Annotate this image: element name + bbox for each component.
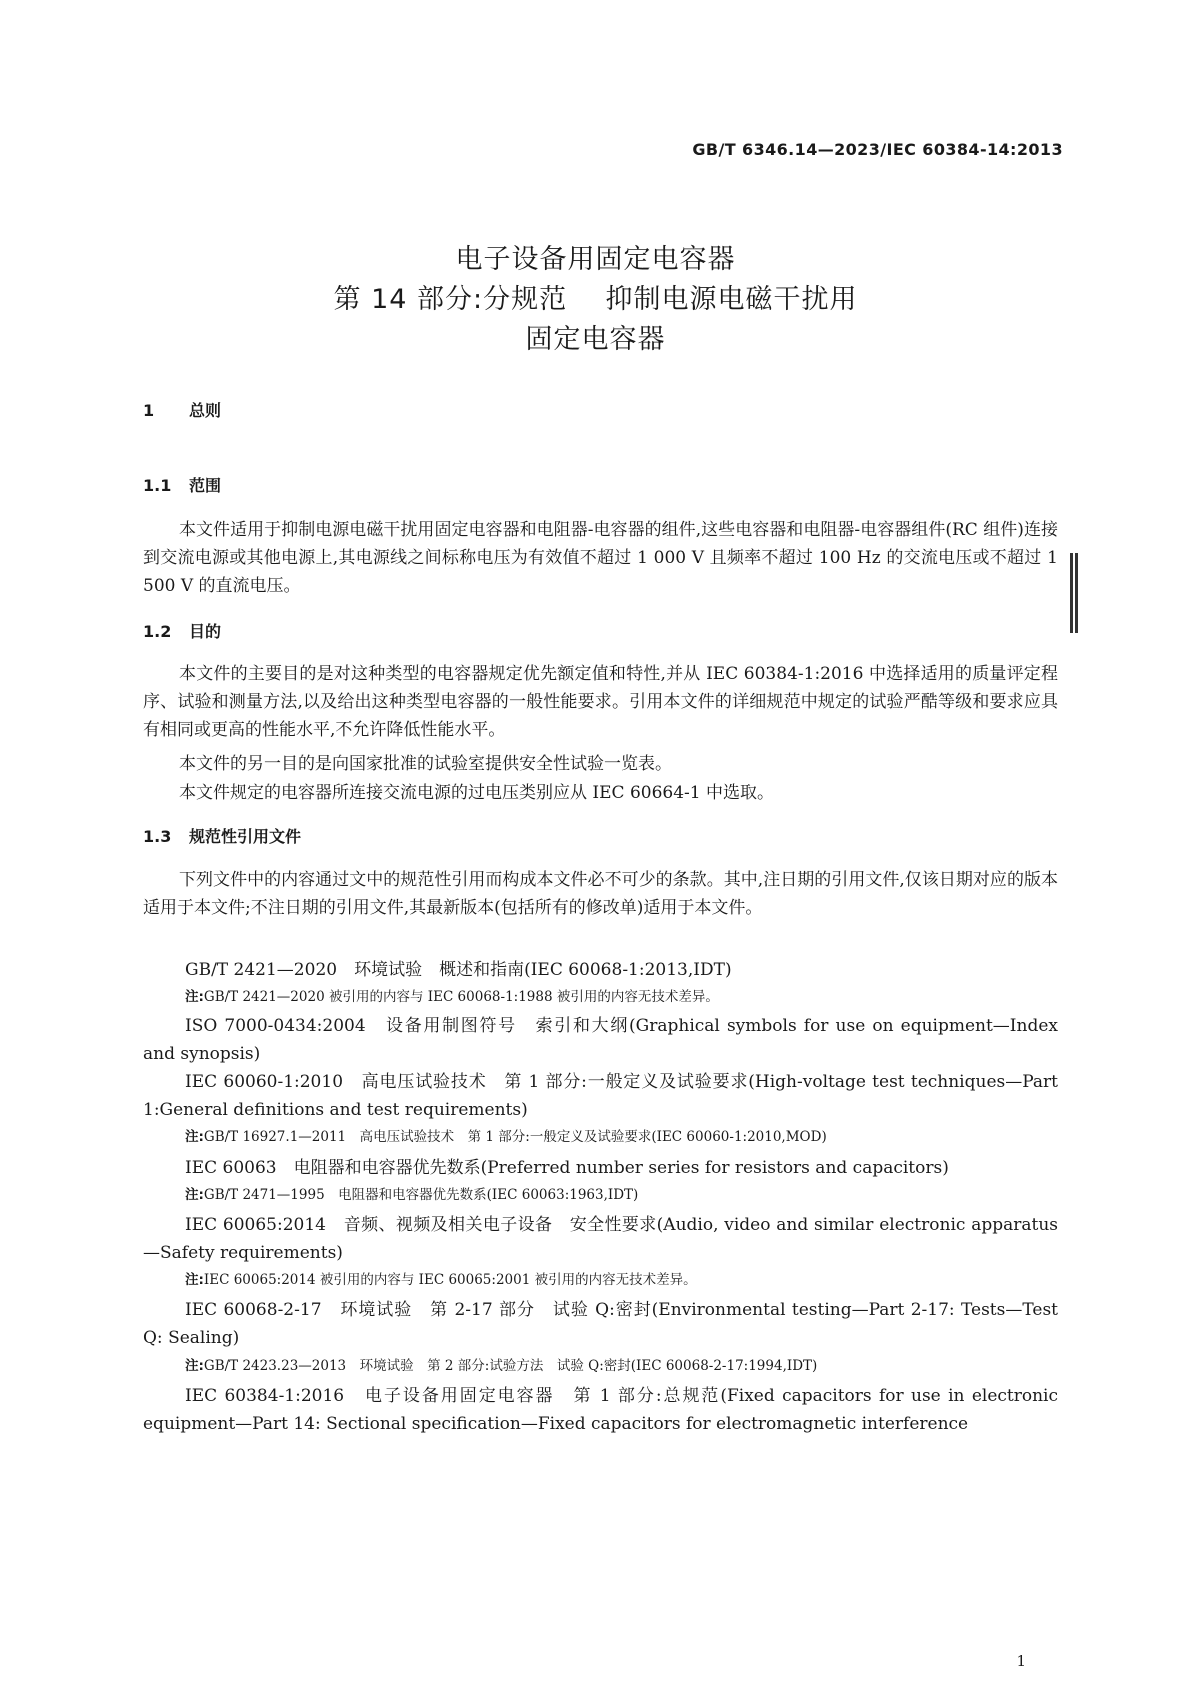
section-number: 1.3 [143, 827, 172, 846]
note-text: GB/T 16927.1—2011 高电压试验技术 第 1 部分:一般定义及试验要求(IEC 60060-1:2010,MOD) [203, 1129, 827, 1145]
note-label: 注: [185, 1358, 204, 1374]
reference-note [185, 987, 1058, 1007]
section-title: 规范性引用文件 [189, 827, 302, 846]
note-label: 注: [185, 1187, 204, 1203]
section-number: 1.2 [143, 622, 172, 641]
reference-entry: IEC 60065:2014 音频、视频及相关电子设备 安全性要求(Audio, video and similar electronic apparatus—Safety requirements) [143, 1215, 1058, 1263]
reference-entry: IEC 60068-2-17 环境试验 第 2-17 部分 试验 Q:密封(Environmental testing—Part 2-17: Tests—Test Q: Sealing) [143, 1300, 1058, 1348]
purpose-paragraph-3: 本文件规定的电容器所连接交流电源的过电压类别应从 IEC 60664-1 中选取。 [179, 783, 774, 803]
note-label: 注: [185, 1272, 204, 1288]
purpose-paragraph-1: 本文件的主要目的是对这种类型的电容器规定优先额定值和特性,并从 IEC 60384-1:2016 中选择适用的质量评定程序、试验和测量方法,以及给出这种类型电容器的一般性能要求。引用本文件的详细规范中规定的试验严酷等级和要求应具有相同或更高的性能水平,不允许降低性能水平。 [143, 664, 1058, 740]
note-label: 注: [185, 1129, 204, 1145]
section-1-3-heading [143, 825, 301, 849]
reference-entry: IEC 60384-1:2016 电子设备用固定电容器 第 1 部分:总规范(Fixed capacitors for use in electronic equipment—Part 14: Sectional specification—Fixed capacitors for electromagnetic interference [143, 1386, 1058, 1434]
reference-entry: IEC 60063 电阻器和电容器优先数系(Preferred number series for resistors and capacitors) [185, 1158, 949, 1178]
change-bar [1070, 553, 1073, 633]
title-line-2: 第 14 部分:分规范 抑制电源电磁干扰用 [333, 284, 858, 315]
section-number: 1.1 [143, 476, 172, 495]
section-title: 总则 [189, 401, 222, 420]
reference-note [185, 1127, 1058, 1147]
reference-note [185, 1270, 1058, 1290]
reference-entry: GB/T 2421—2020 环境试验 概述和指南(IEC 60068-1:2013,IDT) [185, 960, 732, 980]
reference-entry: ISO 7000-0434:2004 设备用制图符号 索引和大纲(Graphical symbols for use on equipment—Index and synopsis) [143, 1016, 1058, 1064]
note-label: 注: [185, 989, 204, 1005]
note-text: GB/T 2471—1995 电阻器和电容器优先数系(IEC 60063:1963,IDT) [203, 1187, 639, 1203]
section-title: 范围 [189, 476, 222, 495]
section-number: 1 [143, 401, 155, 420]
title-line-3: 固定电容器 [525, 324, 666, 355]
purpose-paragraph-2: 本文件的另一目的是向国家批准的试验室提供安全性试验一览表。 [179, 754, 672, 774]
page-number: 1 [1016, 1652, 1026, 1670]
note-text: GB/T 2423.23—2013 环境试验 第 2 部分:试验方法 试验 Q:密封(IEC 60068-2-17:1994,IDT) [203, 1358, 818, 1374]
section-title: 目的 [189, 622, 222, 641]
note-text: IEC 60065:2014 被引用的内容与 IEC 60065:2001 被引用的内容无技术差异。 [203, 1272, 697, 1288]
reference-note [185, 1185, 1058, 1205]
title-line-1: 电子设备用固定电容器 [455, 244, 736, 275]
reference-entry: IEC 60060-1:2010 高电压试验技术 第 1 部分:一般定义及试验要求(High-voltage test techniques—Part 1:General definitions and test requirements) [143, 1072, 1058, 1120]
scope-paragraph: 本文件适用于抑制电源电磁干扰用固定电容器和电阻器-电容器的组件,这些电容器和电阻器-电容器组件(RC 组件)连接到交流电源或其他电源上,其电源线之间标称电压为有效值不超过 1 000 V 且频率不超过 100 Hz 的交流电压或不超过 1 500 V 的直流电压。 [143, 520, 1058, 596]
standard-number: GB/T 6346.14—2023/IEC 60384-14:2013 [692, 140, 1063, 159]
note-text: GB/T 2421—2020 被引用的内容与 IEC 60068-1:1988 被引用的内容无技术差异。 [203, 989, 719, 1005]
reference-note [185, 1356, 1058, 1376]
normative-refs-paragraph: 下列文件中的内容通过文中的规范性引用而构成本文件必不可少的条款。其中,注日期的引用文件,仅该日期对应的版本适用于本文件;不注日期的引用文件,其最新版本(包括所有的修改单)适用于本文件。 [143, 870, 1058, 918]
section-1-1-heading [143, 474, 221, 498]
section-1-heading [143, 399, 221, 423]
document-title [0, 240, 1191, 360]
section-1-2-heading [143, 620, 221, 644]
